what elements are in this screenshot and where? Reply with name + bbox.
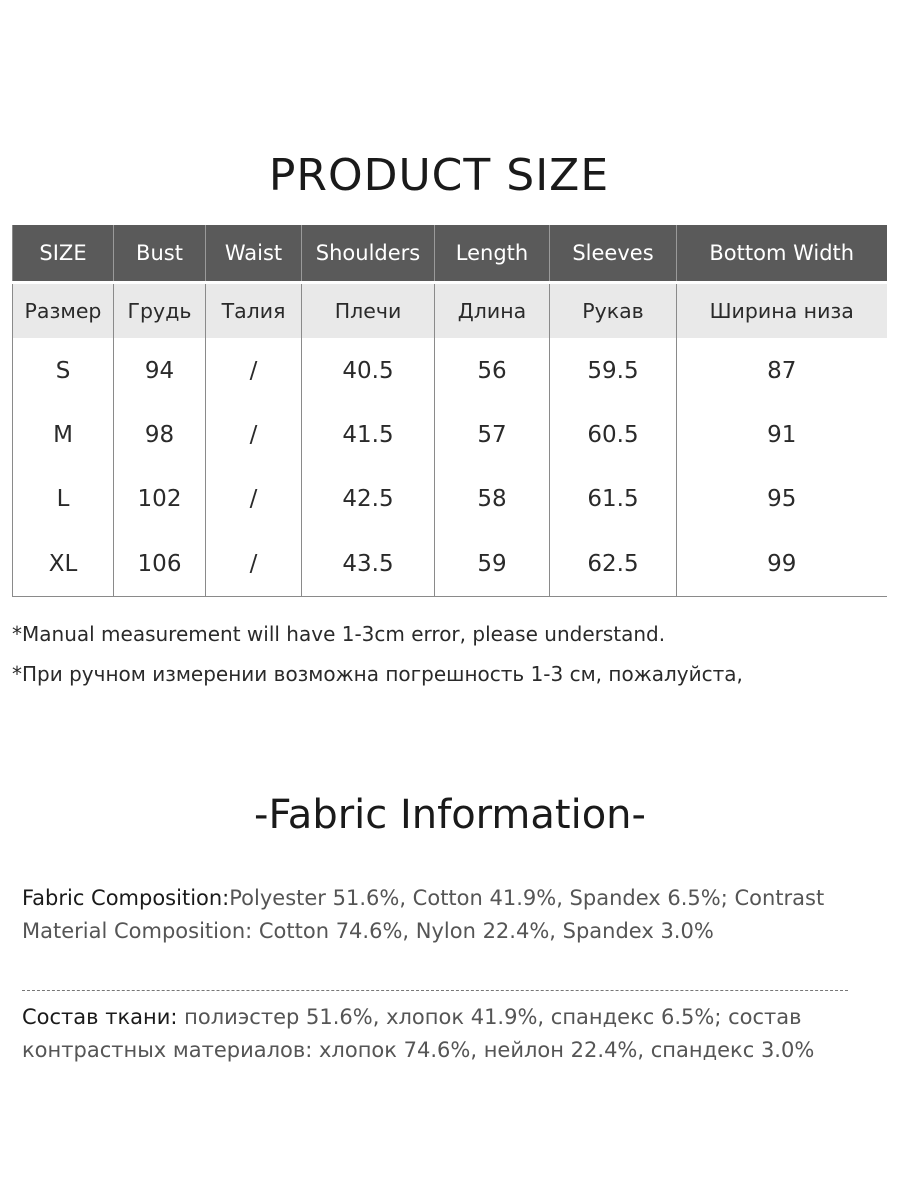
fabric-composition-text: Polyester 51.6%, Cotton 41.9%, Spandex 6.5%; Contrast Material Composition: Cotton 74.6%, Nylon 22.4%, Spandex 3.0%	[22, 886, 825, 943]
fabric-composition-ru	[22, 1001, 862, 1066]
size-table	[12, 225, 887, 597]
header-length-ru: Длина	[435, 283, 550, 339]
header-bottom-width-ru: Ширина низа	[677, 283, 887, 339]
cell-size: L	[13, 466, 114, 532]
cell-length: 58	[435, 466, 550, 532]
table-row	[13, 403, 887, 466]
cell-bust: 102	[114, 466, 206, 532]
header-waist: Waist	[206, 225, 302, 283]
cell-bust: 98	[114, 403, 206, 466]
cell-waist: /	[206, 338, 302, 403]
measurement-note-en: *Manual measurement will have 1-3cm error, please understand.	[12, 622, 666, 646]
cell-waist: /	[206, 532, 302, 597]
cell-size: M	[13, 403, 114, 466]
header-sleeves: Sleeves	[550, 225, 677, 283]
fabric-composition-text-ru: полиэстер 51.6%, хлопок 41.9%, спандекс 6.5%; состав контрастных материалов: хлопок 74.6%, нейлон 22.4%, спандекс 3.0%	[22, 1005, 815, 1062]
page-title: PRODUCT SIZE	[268, 150, 610, 201]
measurement-note-ru: *При ручном измерении возможна погрешность 1-3 см, пожалуйста,	[12, 662, 743, 686]
cell-length: 59	[435, 532, 550, 597]
fabric-title: -Fabric Information-	[254, 792, 646, 838]
header-row-en	[13, 225, 887, 283]
table-row	[13, 466, 887, 532]
fabric-composition-en	[22, 882, 862, 947]
header-shoulders: Shoulders	[302, 225, 435, 283]
header-length: Length	[435, 225, 550, 283]
cell-shoulders: 42.5	[302, 466, 435, 532]
fabric-composition-label-ru: Состав ткани:	[22, 1005, 178, 1029]
cell-bust: 94	[114, 338, 206, 403]
cell-bottom-width: 87	[767, 357, 797, 384]
cell-shoulders: 43.5	[302, 532, 435, 597]
cell-sleeves: 61.5	[550, 466, 677, 532]
header-shoulders-ru: Плечи	[302, 283, 435, 339]
cell-sleeves: 62.5	[550, 532, 677, 597]
cell-bottom-width: 95	[767, 486, 797, 512]
cell-size: S	[13, 338, 114, 403]
cell-waist: /	[206, 466, 302, 532]
header-waist-ru: Талия	[206, 283, 302, 339]
table-row	[13, 532, 887, 597]
header-bust-ru: Грудь	[114, 283, 206, 339]
header-row-ru	[13, 283, 887, 339]
header-sleeves-ru: Рукав	[550, 283, 677, 339]
cell-bust: 106	[114, 532, 206, 597]
cell-bottom-width: 91	[767, 421, 797, 448]
cell-sleeves: 60.5	[550, 403, 677, 466]
header-size: SIZE	[13, 225, 114, 283]
cell-waist: /	[206, 403, 302, 466]
cell-sleeves: 59.5	[550, 338, 677, 403]
cell-bottom-width: 99	[677, 532, 887, 597]
cell-shoulders: 40.5	[302, 338, 435, 403]
cell-shoulders: 41.5	[302, 403, 435, 466]
table-row	[13, 338, 887, 403]
cell-length: 56	[435, 338, 550, 403]
cell-size: XL	[13, 532, 114, 597]
header-bottom-width: Bottom Width	[677, 225, 887, 283]
divider	[22, 990, 848, 991]
header-bust: Bust	[114, 225, 206, 283]
fabric-composition-label: Fabric Composition:	[22, 886, 230, 910]
header-size-ru: Размер	[13, 283, 114, 339]
cell-length: 57	[435, 403, 550, 466]
